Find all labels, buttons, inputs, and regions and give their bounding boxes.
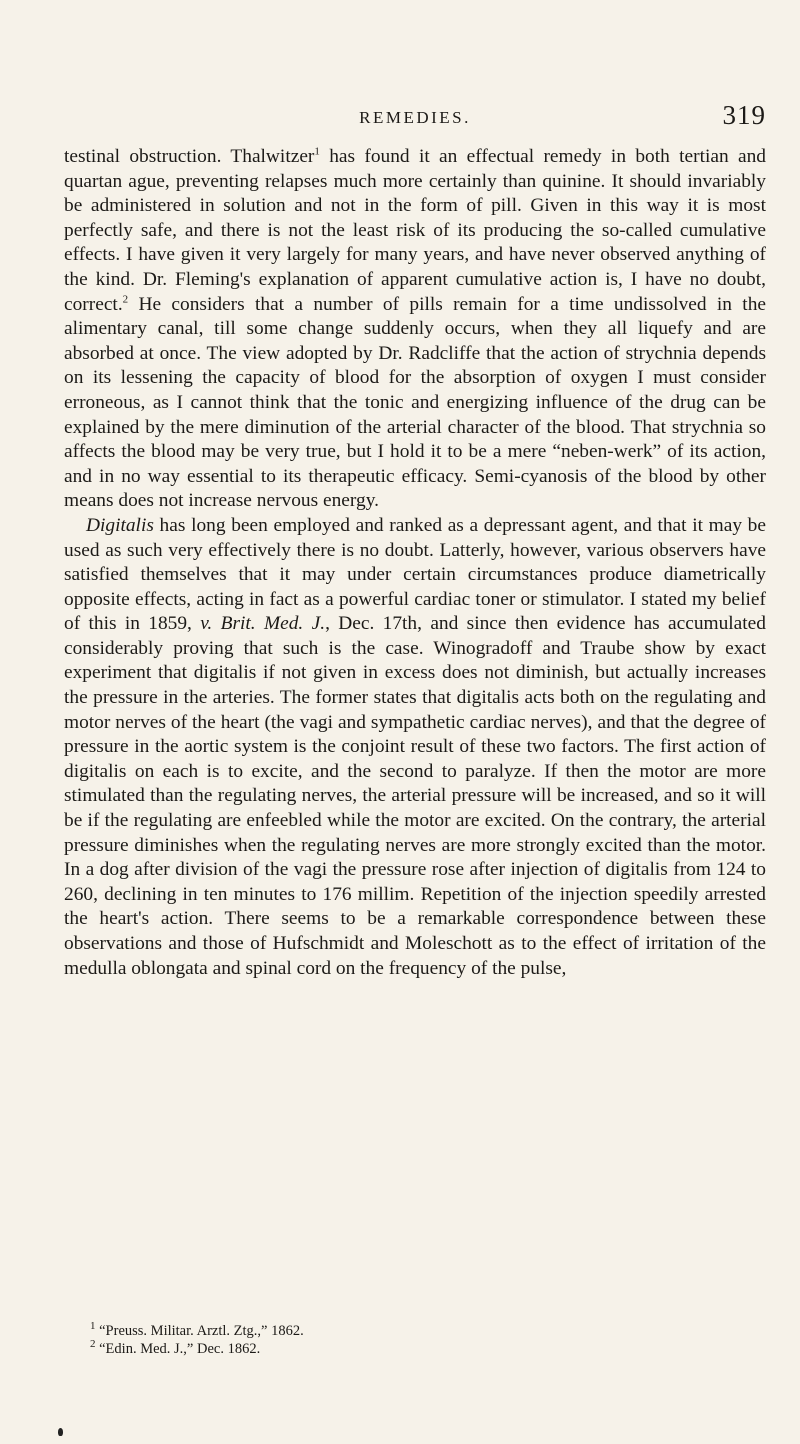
footnote-mark: 2 <box>90 1338 96 1351</box>
paragraph-strychnia <box>64 145 766 514</box>
paragraph-text: testinal obstruction. Thalwitzer <box>64 146 315 167</box>
footnote-text: “Edin. Med. J.,” Dec. 1862. <box>95 1341 261 1357</box>
italic-citation: v. Brit. Med. J. <box>200 613 326 635</box>
page-number: 319 <box>722 100 766 130</box>
footnote-2 <box>90 1340 740 1358</box>
italic-term: Digitalis <box>86 514 154 536</box>
footnote-text: “Preuss. Militar. Arztl. Ztg.,” 1862. <box>95 1323 304 1339</box>
running-head <box>64 100 766 136</box>
paragraph-text: has found it an effectual remedy in both tertian and quartan ague, preventing relapses much more certainly than quinine. It should invariably be administered in solution and not in the form of pill. Given in this way it is most perfectly safe, and there is not the least risk of its producing the so-called cumulative effects. I have given it very largely for many years, and have never observed anything of the kind. Dr. Fleming's explanation of apparent cumulative action is, I have no doubt, correct. <box>64 146 766 315</box>
footnote-1 <box>90 1322 740 1340</box>
footnote-mark: 1 <box>90 1320 96 1333</box>
paragraph-text: , Dec. 17th, and since then evidence has accumulated considerably proving that such is the case. Winogradoff and Traube show by exact experiment that digitalis if not given in excess does not diminish, but actually increases the pressure in the arteries. The former states that digitalis acts both on the regulating and motor nerves of the heart (the vagi and sympathetic cardiac nerves), and that the degree of pressure in the aortic system is the conjoint result of these two factors. The first action of digitalis on each is to excite, and the second to paralyze. If then the motor are more stimulated than the regulating nerves, the arterial pressure will be increased, and so it will be if the regulating are enfeebled while the motor are excited. On the contrary, the arterial pressure diminishes when the regulating nerves are more strongly excited than the motor. In a dog after division of the vagi the pressure rose after injection of digitalis from 124 to 260, declining in ten minutes to 176 millim. Repetition of the injection speedily arrested the heart's action. There seems to be a remarkable correspondence between these observations and those of Hufschmidt and Moleschott as to the effect of irritation of the medulla oblongata and spinal cord on the frequency of the pulse, <box>64 613 766 979</box>
footnote-ref-1: 1 <box>314 145 320 158</box>
ink-spot <box>58 1428 63 1436</box>
paragraph-digitalis <box>64 514 766 981</box>
footnotes <box>90 1322 740 1358</box>
paragraph-text: He considers that a number of pills remain for a time undissolved in the alimentary canal, till some change suddenly occurs, when they all liquefy and are absorbed at once. The view adopted by Dr. Radcliffe that the action of strychnia depends on its lessening the capacity of blood for the absorption of oxygen I must consider erroneous, as I cannot think that the tonic and energizing influence of the drug can be explained by the mere diminution of the arterial character of the blood. That strychnia so affects the blood may be very true, but I hold it to be a mere “neben-werk” of its action, and in no way essential to its therapeutic efficacy. Semi-cyanosis of the blood by other means does not increase nervous energy. <box>64 293 766 512</box>
paragraph-text: has long been employed and ranked as a depressant agent, and that it may be used as such very effectively there is no doubt. Latterly, however, various observers have satisfied themselves that it may under certain circumstances produce diametrically opposite effects, acting in fact as a powerful cardiac toner or stimulator. I stated my belief of this in 1859, <box>64 514 766 635</box>
running-title: REMEDIES. <box>359 108 471 127</box>
footnote-ref-2: 2 <box>122 293 129 306</box>
body-text <box>64 145 766 981</box>
